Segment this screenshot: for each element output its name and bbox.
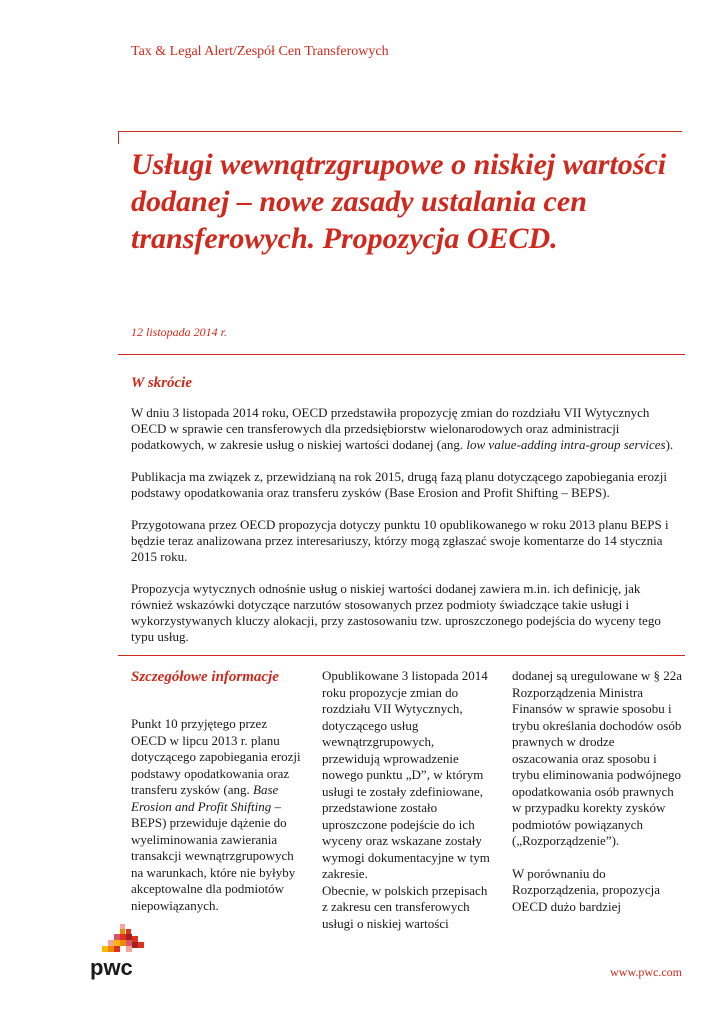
divider-rule [118, 655, 685, 656]
summary-paragraph: Publikacja ma związek z, przewidzianą na rok 2015, drugą fazą planu dotyczącego zapobiegania erozji podstawy opodatkowania oraz transferu zysków (Base Erosion and Profit Shifting – BEPS). [131, 469, 667, 500]
column-paragraph: W porównaniu do Rozporządzenia, propozycja OECD dużo bardziej [512, 865, 660, 914]
summary-p1-text: W dniu 3 listopada 2014 roku, OECD przedstawiła propozycję zmian do rozdziału VII Wytycznych OECD w sprawie cen transferowych dla przedsiębiorstw wielonarodowych oraz administracji podatkowych, w zakresie usług o niskiej wartości dodanej (ang. [131, 405, 650, 452]
col1-text: Punkt 10 przyjętego przez OECD w lipcu 2013 r. planu dotyczącego zapobiegania erozji podstawy opodatkowania oraz transferu zysków (ang. [131, 716, 301, 797]
summary-paragraph [131, 405, 676, 453]
details-column-1 [131, 716, 301, 930]
summary-heading: W skrócie [131, 375, 192, 391]
summary-paragraph: Przygotowana przez OECD propozycja dotyczy punktu 10 opublikowanego w roku 2013 planu BEPS i będzie teraz analizowana przez interesariuszy, którzy mogą zgłaszać swoje komentarze do 14 stycznia 2015 roku. [131, 517, 669, 564]
column-paragraph [131, 716, 301, 914]
footer-url[interactable]: www.pwc.com [610, 965, 682, 979]
article-date: 12 listopada 2014 r. [131, 325, 228, 339]
column-paragraph: dodanej są uregulowane w § 22a Rozporządzenia Ministra Finansów w sprawie sposobu i trybu określania dochodów osób prawnych w drodze oszacowania oraz sposobu i trybu eliminowania podwójnego opodatkowania osób prawnych w przypadku korekty zysków podmiotów powiązanych („Rozporządzenie”). [512, 668, 683, 848]
details-column-3 [512, 668, 684, 931]
pwc-logo-text: pwc [90, 955, 133, 980]
summary-p1-end: ). [665, 437, 674, 452]
summary-p1-italic: low value-adding intra-group services [466, 437, 666, 452]
divider-rule [118, 354, 685, 355]
summary-body [131, 405, 676, 661]
column-paragraph: Obecnie, w polskich przepisach z zakresu cen transferowych usługi o niskiej wartości [322, 882, 488, 931]
column-paragraph: Opublikowane 3 listopada 2014 roku propozycje zmian do rozdziału VII Wytycznych, dotyczącego usług wewnątrzgrupowych, przewidują wprowadzenie nowego punktu „D”, w którym usługi te zostały zdefiniowane, przedstawione zostało uproszczone podejście do ich wyceny oraz wskazane zostały wymogi dokumentacyjne w tym zakresie. [322, 668, 490, 881]
pwc-logo-mosaic [102, 924, 144, 952]
col1-italic: Base Erosion and Profit Shifting [131, 782, 279, 814]
col1-text-end: – BEPS) przewiduje dążenie do wyeliminowania zawierania transakcji wewnątrzgrupowych na warunkach, które nie byłyby akceptowalne dla podmiotów niepowiązanych. [131, 798, 296, 913]
article-title: Usługi wewnątrzgrupowe o niskiej wartości dodanej – nowe zasady ustalania cen transferowych. Propozycja OECD. [131, 148, 667, 255]
title-bracket-rule [118, 131, 682, 144]
header-title: Tax & Legal Alert/Zespół Cen Transferowych [131, 44, 389, 59]
pwc-logo [86, 920, 156, 980]
summary-paragraph: Propozycja wytycznych odnośnie usług o niskiej wartości dodanej zawiera m.in. ich definicję, jak również wskazówki dotyczące narzutów stosowanych przez podmioty świadczące takie usługi i wykorzystywanych kluczy alokacji, przy zastosowaniu tzw. uproszczonego podejścia do wyceny tego typu usług. [131, 581, 661, 644]
details-heading: Szczegółowe informacje [131, 669, 279, 685]
details-column-2 [322, 668, 492, 948]
